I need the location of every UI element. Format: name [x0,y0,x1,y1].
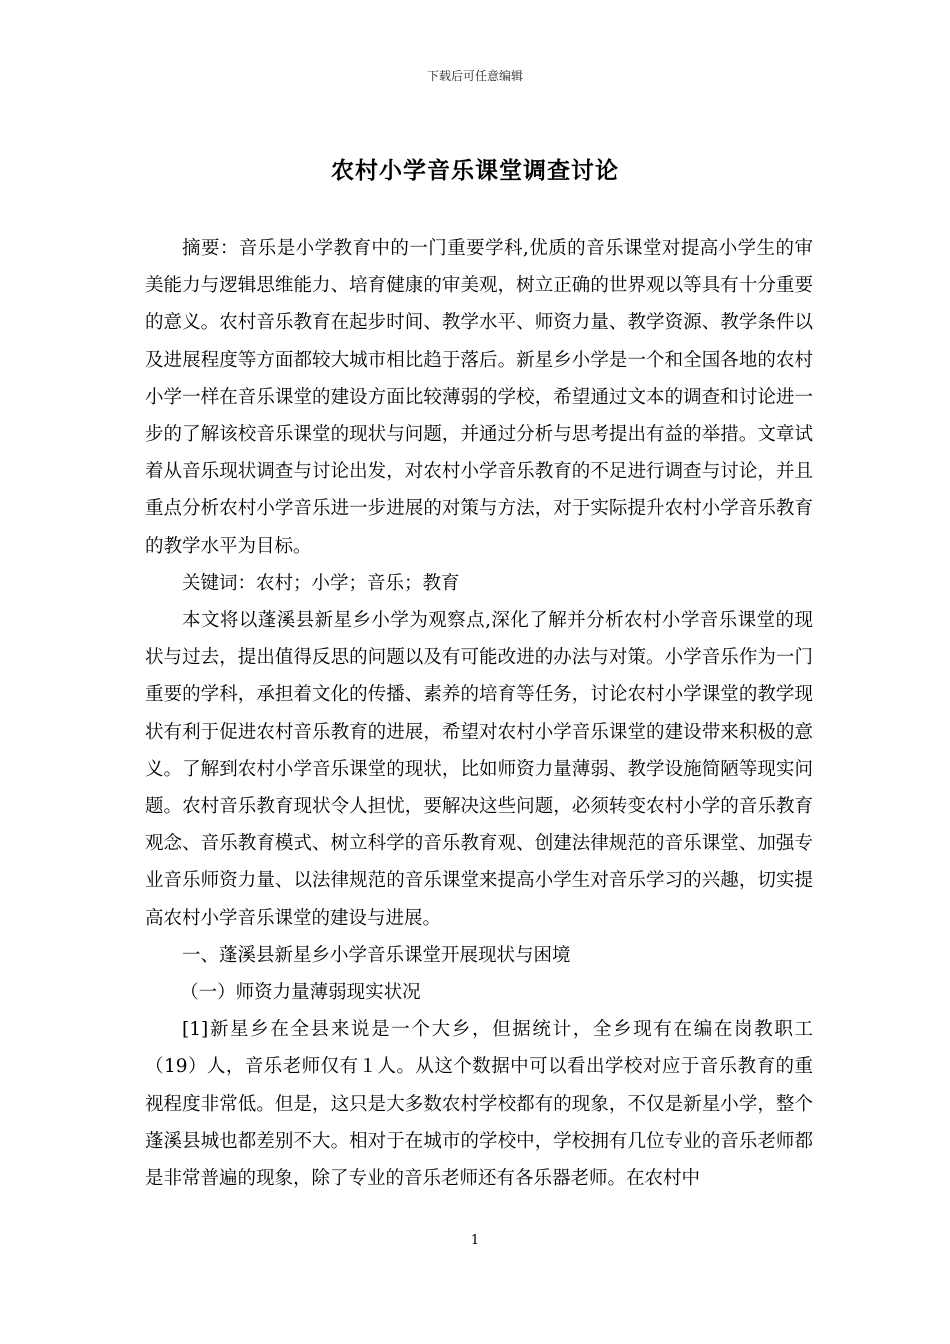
section-heading: 一、蓬溪县新星乡小学音乐课堂开展现状与困境 [182,944,571,966]
page-header: 下载后可任意编辑 [426,69,523,83]
body-paragraph: [1]新星乡在全县来说是一个大乡，但据统计，全乡现有在编在岗教职工（19）人，音乐老师仅有１人。从这个数据中可以看出学校对应于音乐教育的重视程度非常低。但是，这只是大多数农村学校都有的现象，不仅是新星小学，整个蓬溪县城也都差别不大。相对于在城市的学校中，学校拥有几位专业的音乐老师都是非常普遍的现象，除了专业的音乐老师还有各乐器老师。在农村中 [145,1019,813,1190]
intro-paragraph: 本文将以蓬溪县新星乡小学为观察点,深化了解并分析农村小学音乐课堂的现状与过去，提出值得反思的问题以及有可能改进的办法与对策。小学音乐作为一门重要的学科，承担着文化的传播、素养的培育等任务，讨论农村小学课堂的教学现状有利于促进农村音乐教育的进展，希望对农村小学音乐课堂的建设带来积极的意义。了解到农村小学音乐课堂的现状，比如师资力量薄弱、教学设施简陋等现实问题。农村音乐教育现状令人担忧，要解决这些问题，必须转变农村小学的音乐教育观念、音乐教育模式、树立科学的音乐教育观、创建法律规范的音乐课堂、加强专业音乐师资力量、以法律规范的音乐课堂来提高小学生对音乐学习的兴趣，切实提高农村小学音乐课堂的建设与进展。 [145,610,813,929]
keywords-paragraph: 关键词：农村；小学；音乐；教育 [182,572,460,594]
abstract-paragraph: 摘要：音乐是小学教育中的一门重要学科,优质的音乐课堂对提高小学生的审美能力与逻辑思维能力、培育健康的审美观，树立正确的世界观以等具有十分重要的意义。农村音乐教育在起步时间、教学水平、师资力量、教学资源、教学条件以及进展程度等方面都较大城市相比趋于落后。新星乡小学是一个和全国各地的农村小学一样在音乐课堂的建设方面比较薄弱的学校，希望通过文本的调查和讨论进一步的了解该校音乐课堂的现状与问题，并通过分析与思考提出有益的举措。文章试着从音乐现状调查与讨论出发，对农村小学音乐教育的不足进行调查与讨论，并且重点分析农村小学音乐进一步进展的对策与方法，对于实际提升农村小学音乐教育的教学水平为目标。 [145,238,813,557]
page-number: 1 [470,1233,480,1248]
document-title: 农村小学音乐课堂调查讨论 [331,157,619,184]
subsection-heading: （一）师资力量薄弱现实状况 [180,982,421,1004]
document-body [145,230,813,1197]
